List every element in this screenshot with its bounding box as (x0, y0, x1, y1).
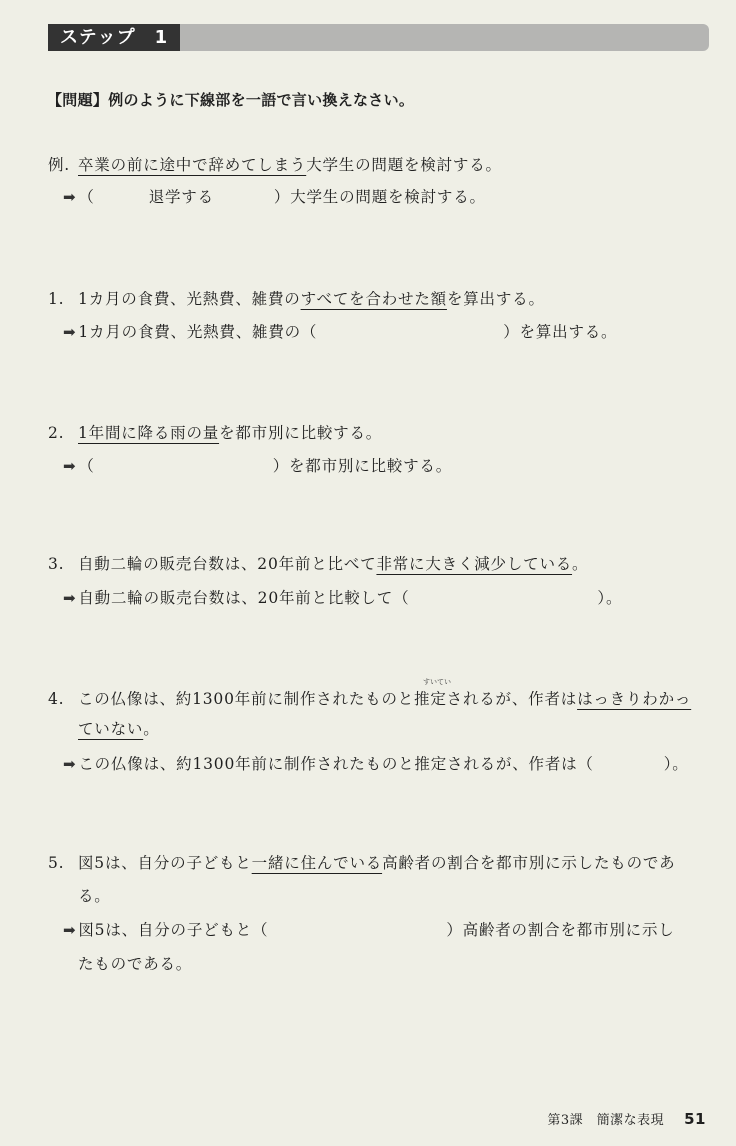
arrow-icon: ➡ (63, 755, 77, 773)
instruction-text: 【問題】例のように下線部を一語で言い換えなさい。 (47, 91, 415, 109)
example-number: 例. (48, 156, 71, 174)
item-3-underlined: 非常に大きく減少している (376, 555, 573, 573)
item-2-underlined: 1年間に降る雨の量 (78, 424, 220, 442)
page-number: 51 (684, 1110, 706, 1128)
arrow-icon: ➡ (63, 589, 77, 607)
example-answer-open: （ (78, 188, 95, 206)
item-3-answer-post: ）。 (597, 589, 623, 607)
item-2-answer-pre: （ (78, 457, 95, 475)
page-footer (547, 1109, 706, 1128)
item-5-underlined: 一緒に住んでいる (251, 854, 383, 872)
item-1-question (48, 287, 545, 309)
item-3-question-pre: 自動二輪の販売台数は、20年前と比べて (78, 555, 377, 573)
item-2-question-post: を都市別に比較する。 (219, 424, 383, 442)
item-4-question-line2 (78, 717, 160, 739)
item-5-answer-pre: 図5は、自分の子どもと（ (78, 921, 269, 939)
item-4-underlined-2: ていない (78, 720, 144, 738)
item-4-ruby: すいてい (423, 678, 451, 686)
example-underlined: 卒業の前に途中で辞めてしまう (78, 156, 307, 174)
item-2-number: 2. (48, 424, 65, 442)
item-1-underlined: すべてを合わせた額 (300, 290, 447, 308)
item-3-question (48, 552, 588, 574)
item-5-number: 5. (48, 854, 65, 872)
item-4-underlined: はっきりわかっ (577, 690, 692, 708)
arrow-icon: ➡ (63, 457, 77, 475)
item-1-question-post: を算出する。 (446, 290, 545, 308)
item-3-answer-pre: 自動二輪の販売台数は、20年前と比較して（ (78, 589, 410, 607)
item-1-question-pre: 1カ月の食費、光熱費、雑費の (78, 290, 301, 308)
item-2-answer-post: ）を都市別に比較する。 (272, 457, 452, 475)
item-3-question-post: 。 (572, 555, 589, 573)
step-header-bar (48, 24, 709, 51)
item-5-question (48, 851, 675, 873)
item-5-question-post: 高齢者の割合を都市別に示したものであ (382, 854, 676, 872)
item-4-answer-post: ）。 (663, 755, 689, 773)
item-3-answer (63, 586, 622, 608)
item-5-question-line2: る。 (78, 887, 111, 905)
item-4-question-post: 。 (143, 720, 160, 738)
item-2-question (48, 421, 382, 443)
item-1-number: 1. (48, 290, 65, 308)
example-answer-word: 退学する (148, 188, 214, 206)
item-4-number: 4. (48, 690, 65, 708)
example-answer-close: ） (273, 188, 291, 206)
item-4-question-pre: この仏像は、約1300年前に制作されたものと推定されるが、作者は (78, 690, 578, 708)
item-4-answer (63, 752, 689, 774)
arrow-icon: ➡ (63, 921, 77, 939)
example-question-rest: 大学生の問題を検討する。 (306, 156, 502, 174)
chapter-title: 第3課 簡潔な表現 (547, 1113, 665, 1128)
item-1-answer (63, 320, 617, 342)
item-5-answer (63, 918, 675, 940)
item-2-answer (63, 454, 452, 476)
step-label: ステップ 1 (48, 24, 180, 51)
item-4-question (48, 687, 691, 709)
example-answer-rest: 大学生の問題を検討する。 (290, 188, 486, 206)
item-5-answer-post: ）高齢者の割合を都市別に示し (446, 921, 675, 939)
example-answer (63, 185, 486, 207)
item-1-answer-post: ）を算出する。 (503, 323, 618, 341)
item-3-number: 3. (48, 555, 65, 573)
item-1-answer-pre: 1カ月の食費、光熱費、雑費の（ (78, 323, 318, 341)
arrow-icon: ➡ (63, 188, 77, 206)
item-5-question-pre: 図5は、自分の子どもと (78, 854, 252, 872)
arrow-icon: ➡ (63, 323, 77, 341)
item-5-answer-line2: たものである。 (78, 955, 193, 973)
example-question (48, 153, 502, 175)
item-4-answer-pre: この仏像は、約1300年前に制作されたものと推定されるが、作者は（ (78, 755, 594, 773)
